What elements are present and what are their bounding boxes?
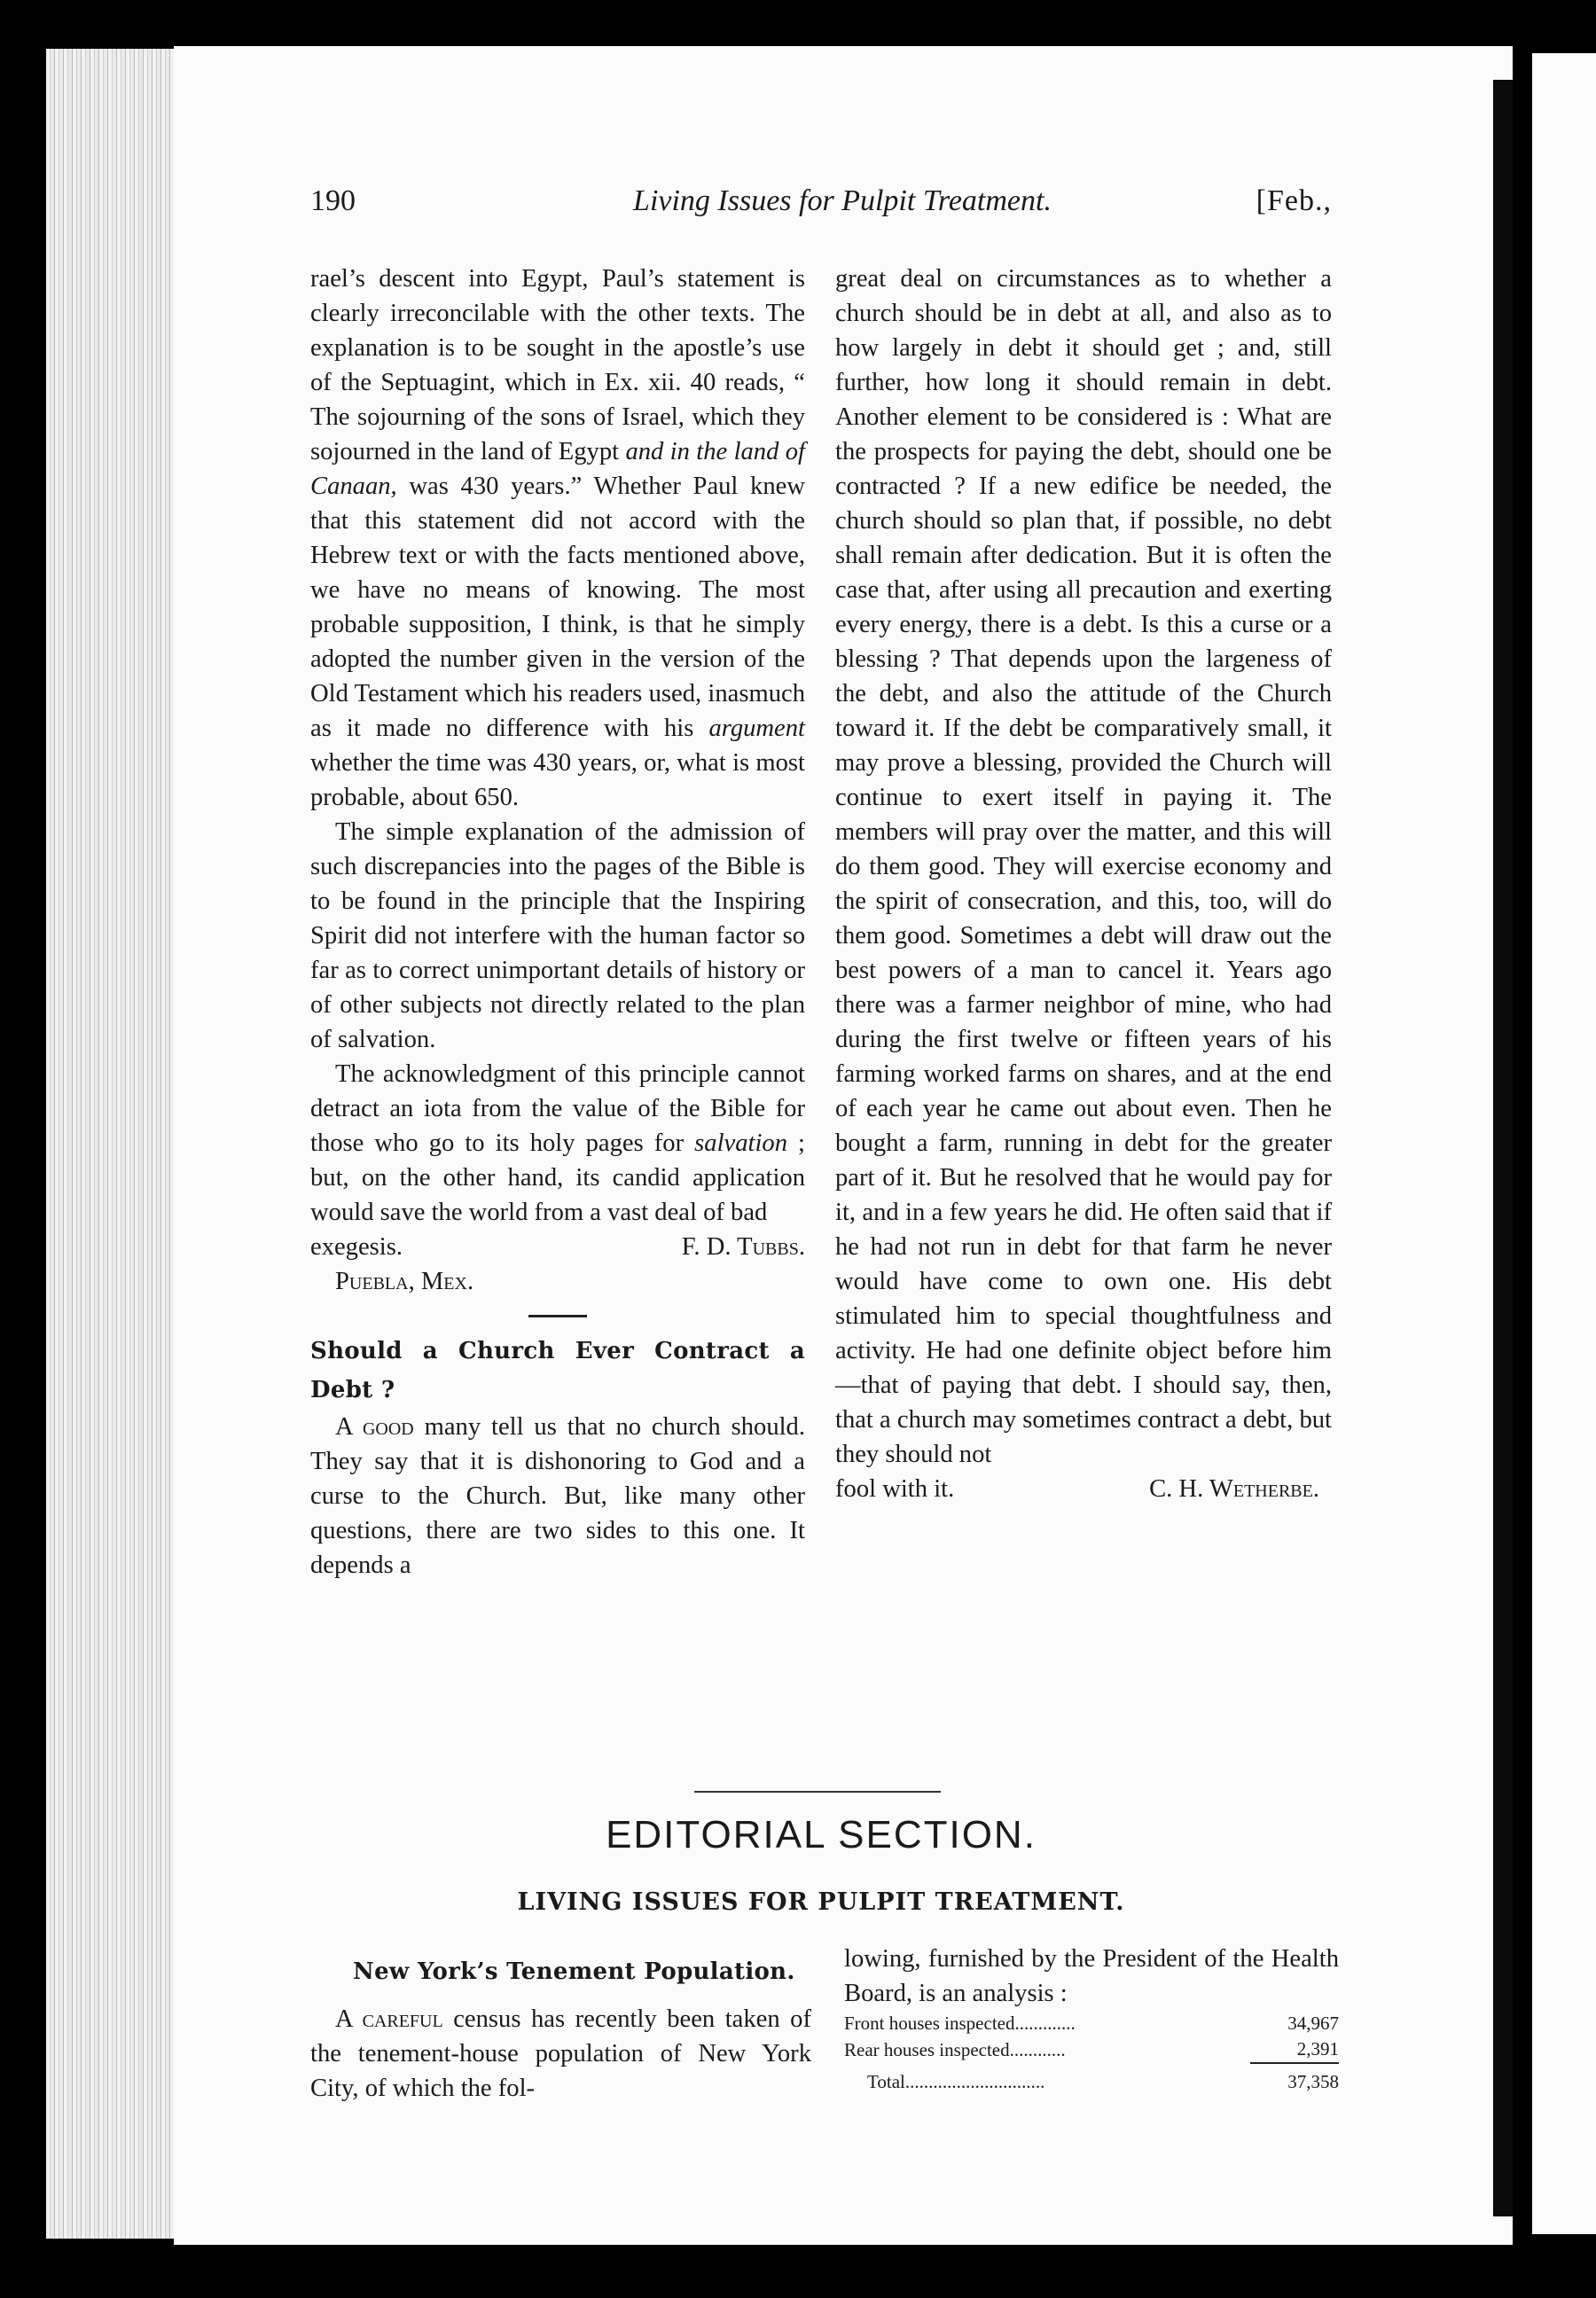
gutter-shadow (1493, 80, 1513, 2216)
paragraph-discrepancies: The simple explanation of the admission of such discrepancies into the pages of the Bible is to be found in the principle that the Inspiring Spirit did not interfere with the human factor so far as to correct unimportant details of history or of other subjects not directly related to the plan of salvation. (310, 818, 805, 1053)
divider-rule (528, 1315, 587, 1317)
left-column (310, 262, 805, 1583)
paragraph-debt-body: great deal on circumstances as to whether a church should be in debt at all, and also as to how largely in debt it should get ; and, still further, how long it should remain in debt. Another element to be considered is : What are the prospects for paying the debt, should one be contracted ? If a new edifice be needed, the church should so plan that, if possible, no debt shall remain after dedication. But it is often the case that, after using all precaution and exerting every energy, there is a debt. Is this a curse or a blessing ? That depends upon the largeness of the debt, and also the attitude of the Church toward it. If the debt be comparatively small, it may prove a blessing, provided the Church will continue to exert itself in paying it. The members will pray over the matter, and this will do them good. They will exercise economy and the spirit of consecration, and this, too, will do them good. Sometimes a debt will draw out the best powers of a man to cancel it. Years ago there was a farmer neighbor of mine, who had during the first twelve or fifteen years of his farming worked farms on shares, and at the end of each year he came out about even. Then he bought a farm, running in debt for the greater part of it. But he resolved that he would pay for it, and in a few years he did. He often said that if he had not run in debt for that farm he never would have come to own one. His debt stimulated him to special thoughtfulness and activity. He had one definite object before him—that of paying that debt. I should say, then, that a church may sometimes contract a debt, but they should not (835, 265, 1332, 1468)
page-stack-edge (46, 49, 188, 2239)
article-heading-tenement: New York’s Tenement Population. (353, 1958, 795, 1985)
table-total-row (844, 2063, 1339, 2095)
running-month: [Feb., (1256, 184, 1332, 217)
running-title: Living Issues for Pulpit Treatment. (633, 184, 1052, 217)
right-column (835, 262, 1332, 1506)
subsection-title: LIVING ISSUES FOR PULPIT TREATMENT. (517, 1888, 1125, 1916)
section-divider (694, 1791, 941, 1793)
paragraph-analysis: lowing, furnished by the President of the Health Board, is an analysis : (844, 1945, 1339, 2007)
total-value: 37,358 (1250, 2063, 1339, 2095)
paragraph-acknowledgment: The acknowledgment of this principle cannot detract an iota from the value of the Bible for those who go to its holy pages for salvation ; but, on the other hand, its candid application would save the world from a vast deal of bad (310, 1060, 805, 1226)
dateline-place: Puebla, Mex. (335, 1268, 474, 1295)
page-number: 190 (310, 184, 356, 217)
facing-page-edge (1532, 53, 1596, 2234)
article-heading-debt: Should a Church Ever Contract a Debt ? (310, 1338, 805, 1403)
signature-line: exegesis. F. D. Tubbs. (310, 1230, 805, 1264)
paragraph-debt-intro: A good many tell us that no church should. They say that it is dishonoring to God and a curse to the Church. But, like many other questions, there are two sides to this one. It depends a (310, 1413, 806, 1579)
author-signature-2: C. H. Wetherbe. (1149, 1475, 1319, 1503)
table-row-label: Rear houses inspected............ (844, 2038, 1066, 2060)
paragraph-census: A careful census has recently been taken of the tenement-house population of New York City, of which the fol- (310, 2005, 811, 2102)
signature-line-2: fool with it. C. H. Wetherbe. (835, 1472, 1332, 1506)
total-label: Total.............................. (867, 2070, 1045, 2092)
table-row-value: 34,967 (1287, 2013, 1339, 2034)
table-row (844, 2036, 1339, 2063)
table-row-value: 2,391 (1296, 2038, 1339, 2060)
running-head (310, 184, 1332, 229)
paragraph-septuagint: rael’s descent into Egypt, Paul’s statement is clearly irreconcilable with the other texts. The explanation is to be sought in the apostle’s use of the Septuagint, which in Ex. xii. 40 reads, “ The sojourning of the sons of Israel, which they sojourned in the land of Egypt and in the land of Canaan, was 430 years.” Whether Paul knew that this statement did not accord with the Hebrew text or with the facts mentioned above, we have no means of knowing. The most probable supposition, I think, is that he simply adopted the number given in the version of the Old Testament which his readers used, inasmuch as it made no difference with his argument whether the time was 430 years, or, what is most probable, about 650. (310, 265, 806, 811)
table-row (844, 2011, 1339, 2036)
author-signature: F. D. Tubbs. (681, 1233, 805, 1261)
section-title: EDITORIAL SECTION. (606, 1813, 1037, 1856)
editorial-left-column (310, 1952, 811, 2106)
table-row-label: Front houses inspected............. (844, 2013, 1076, 2034)
census-table (844, 2011, 1339, 2095)
editorial-right-column (844, 1942, 1339, 2095)
